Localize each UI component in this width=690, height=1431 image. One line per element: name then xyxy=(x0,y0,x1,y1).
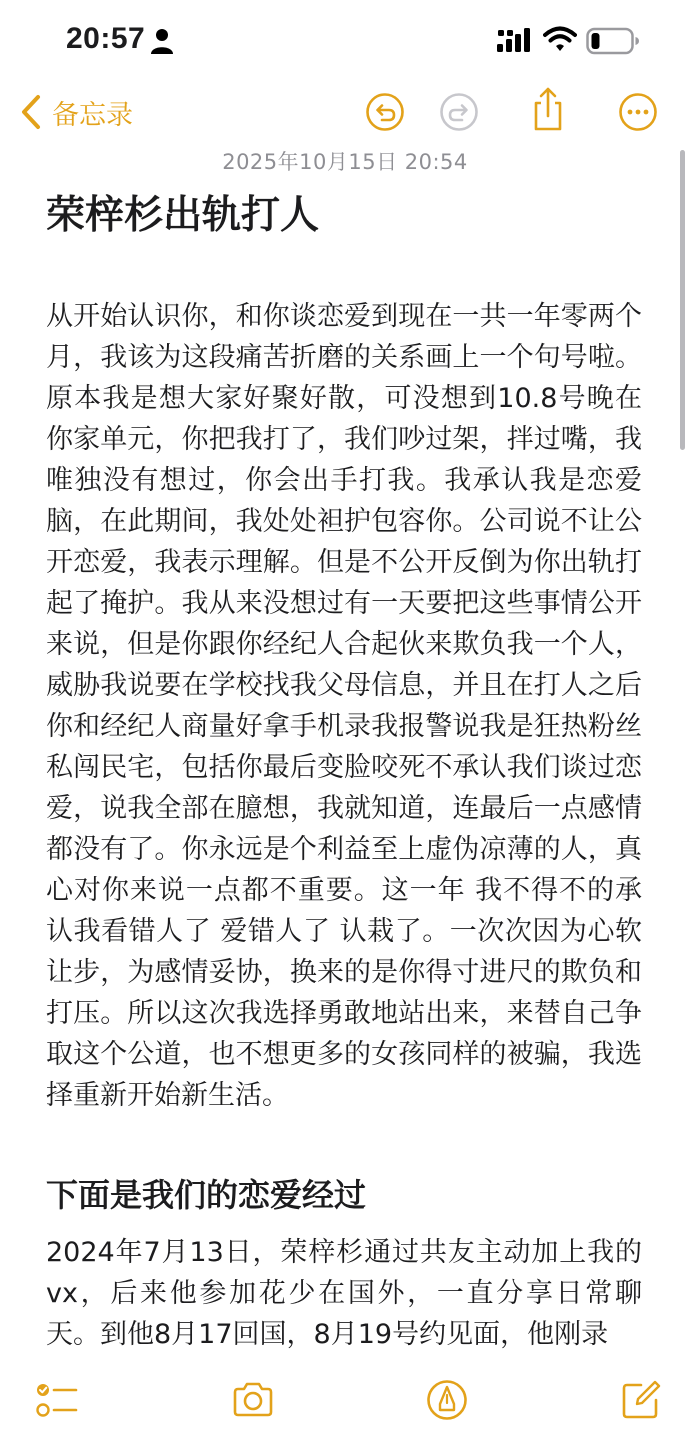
camera-icon xyxy=(231,1378,275,1422)
note-body[interactable]: 从开始认识你，和你谈恋爱到现在一共一年零两个月，我该为这段痛苦折磨的关系画上一个句号啦。原本我是想大家好聚好散，可没想到10.8号晚在你家单元，你把我打了，我们吵过架，拌过嘴，我唯独没有想过，你会出手打我。我承认我是恋爱脑，在此期间，我处处袒护包容你。公司说不让公开恋爱，我表示理解。但是不公开反倒为你出轨打起了掩护。我从来没想过有一天要把这些事情公开来说，但是你跟你经纪人合起伙来欺负我一个人，威胁我说要在学校找我父母信息，并且在打人之后你和经纪人商量好拿手机录我报警说我是狂热粉丝 私闯民宅，包括你最后变脸咬死不承认我们谈过恋爱，说我全部在臆想，我就知道，连最后一点感情都没有了。你永远是个利益至上虚伪凉薄的人，真心对你来说一点都不重要。这一年 我不得不的承认我看错人了 爱错人了 认栽了。一次次因为心软让步，为感情妥协，换来的是你得寸进尺的欺负和打压。所以这次我选择勇敢地站出来，来替自己争取这个公道，也不想更多的女孩同样的被骗，我选择重新开始新生活。 xyxy=(46,301,642,1111)
navigation-bar xyxy=(0,82,690,142)
markup-pen-icon xyxy=(425,1378,469,1422)
cellular-signal-icon xyxy=(497,28,533,52)
compose-icon xyxy=(619,1378,663,1422)
wifi-icon xyxy=(543,26,577,52)
note-date: 2025年10月15日 20:54 xyxy=(222,150,468,174)
more-button[interactable] xyxy=(618,92,658,132)
checklist-button[interactable] xyxy=(34,1378,78,1422)
note-subheading[interactable]: 下面是我们的恋爱经过 xyxy=(46,1176,367,1214)
redo-button[interactable] xyxy=(439,92,479,132)
chevron-left-icon xyxy=(20,94,42,130)
back-button[interactable] xyxy=(20,92,133,132)
status-time: 20:57 xyxy=(66,22,146,55)
share-button[interactable] xyxy=(528,86,568,132)
note-body-continued[interactable]: 2024年7月13日，荣梓杉通过共友主动加上我的vx，后来他参加花少在国外，一直分享日常聊天。到他8月17回国，8月19号约见面，他刚录 xyxy=(46,1237,642,1350)
redo-icon xyxy=(439,92,479,132)
undo-button[interactable] xyxy=(365,92,405,132)
battery-icon xyxy=(586,27,640,55)
more-icon xyxy=(618,92,658,132)
scroll-indicator[interactable] xyxy=(680,150,685,450)
compose-button[interactable] xyxy=(619,1378,663,1422)
back-button-label: 备忘录 xyxy=(52,99,133,131)
markup-button[interactable] xyxy=(425,1378,469,1422)
camera-button[interactable] xyxy=(231,1378,275,1422)
share-icon xyxy=(528,86,568,132)
undo-icon xyxy=(365,92,405,132)
note-title[interactable]: 荣梓杉出轨打人 xyxy=(46,193,320,238)
person-icon xyxy=(150,28,174,54)
bottom-toolbar xyxy=(0,1362,690,1431)
checklist-icon xyxy=(34,1378,78,1422)
status-bar xyxy=(0,0,690,82)
